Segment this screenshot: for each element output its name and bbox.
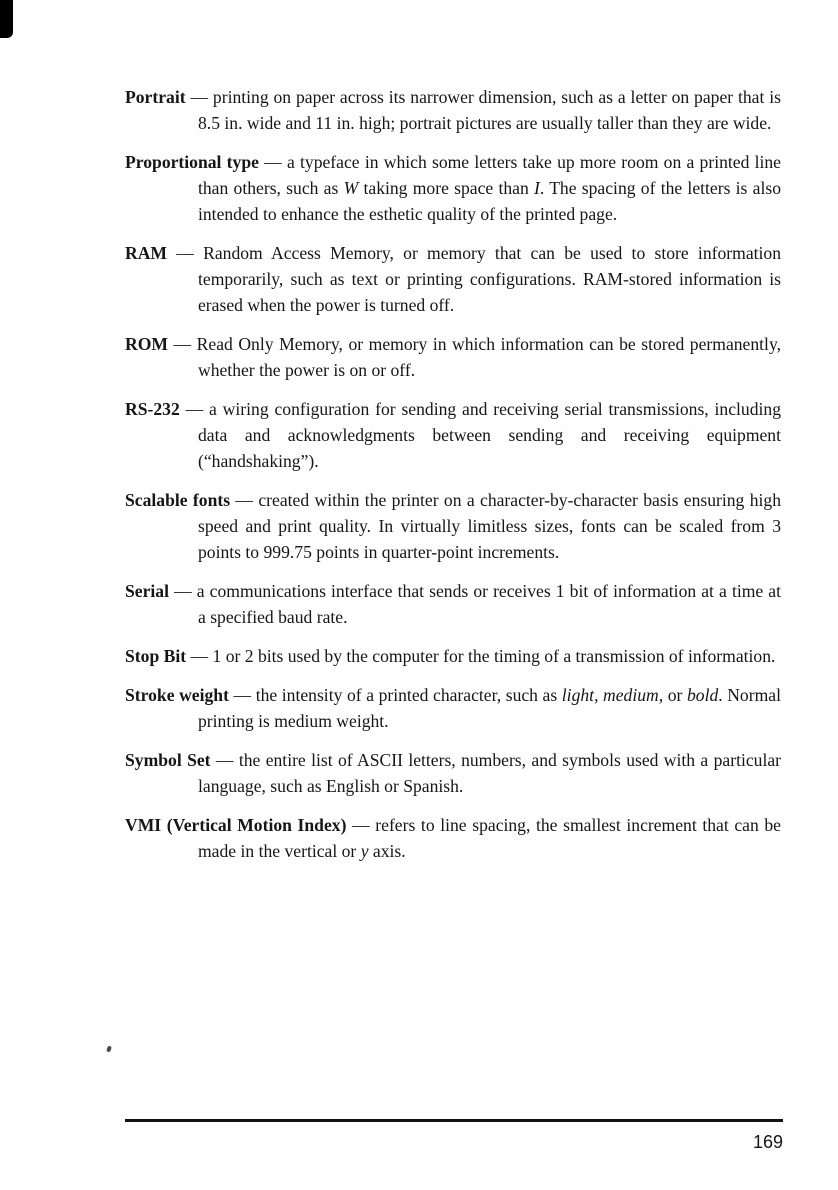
footer-rule <box>125 1119 783 1122</box>
glossary-definition: — Read Only Memory, or memory in which information can be stored permanently, whether the power is on or off. <box>168 334 781 380</box>
glossary-entry <box>125 682 781 734</box>
glossary-term: RAM <box>125 243 168 263</box>
glossary-entry <box>125 331 781 383</box>
glossary-entry <box>125 578 781 630</box>
glossary-entry <box>125 396 781 474</box>
glossary-definition: — Random Access Memory, or memory that can be used to store information temporarily, such as text or printing configurations. RAM-stored information is erased when the power is turned off. <box>167 243 781 315</box>
glossary-entry <box>125 149 781 227</box>
glossary-entry <box>125 747 781 799</box>
glossary-term: VMI (Vertical Motion Index) <box>125 815 347 835</box>
glossary-term: Symbol Set <box>125 750 211 770</box>
glossary-term: Proportional type <box>125 152 259 172</box>
glossary-term: Scalable fonts <box>125 490 231 510</box>
glossary-definition: — a typeface in which some letters take up more room on a printed line than others, such as W taking more space than I. The spacing of the letters is also intended to enhance the esthetic quality of the printed page. <box>198 152 781 224</box>
glossary-term: Stop Bit <box>125 646 187 666</box>
glossary-definition: — a wiring configuration for sending and receiving serial transmissions, including data and acknowledgments between sending and receiving equipment (“handshaking”). <box>179 399 781 471</box>
glossary-term: Serial <box>125 581 169 601</box>
glossary-definition: — a communications interface that sends or receives 1 bit of information at a time at a specified baud rate. <box>168 581 781 627</box>
scan-speckle-mark <box>106 1045 112 1052</box>
glossary-entry <box>125 643 781 669</box>
page-number: 169 <box>752 1132 783 1152</box>
glossary-definition: — 1 or 2 bits used by the computer for the timing of a transmission of information. <box>186 646 776 666</box>
glossary-definition: — the intensity of a printed character, such as light, medium, or bold. Normal printing is medium weight. <box>198 685 781 731</box>
glossary-term: RS-232 <box>125 399 180 419</box>
glossary-entry <box>125 240 781 318</box>
glossary-entry <box>125 487 781 565</box>
scan-artifact-mark <box>0 0 13 38</box>
glossary-entry <box>125 812 781 864</box>
glossary-definition: — refers to line spacing, the smallest increment that can be made in the vertical or y axis. <box>198 815 781 861</box>
glossary-content <box>125 84 781 877</box>
glossary-term: ROM <box>125 334 168 354</box>
glossary-term: Stroke weight <box>125 685 229 705</box>
glossary-entry <box>125 84 781 136</box>
glossary-definition: — created within the printer on a character-by-character basis ensuring high speed and print quality. In virtually limitless sizes, fonts can be scaled from 3 points to 999.75 points in quarter-point increments. <box>198 490 781 562</box>
glossary-term: Portrait <box>125 87 186 107</box>
glossary-definition: — the entire list of ASCII letters, numbers, and symbols used with a particular language, such as English or Spanish. <box>198 750 782 796</box>
glossary-definition: — printing on paper across its narrower dimension, such as a letter on paper that is 8.5 in. wide and 11 in. high; portrait pictures are usually taller than they are wide. <box>185 87 781 133</box>
